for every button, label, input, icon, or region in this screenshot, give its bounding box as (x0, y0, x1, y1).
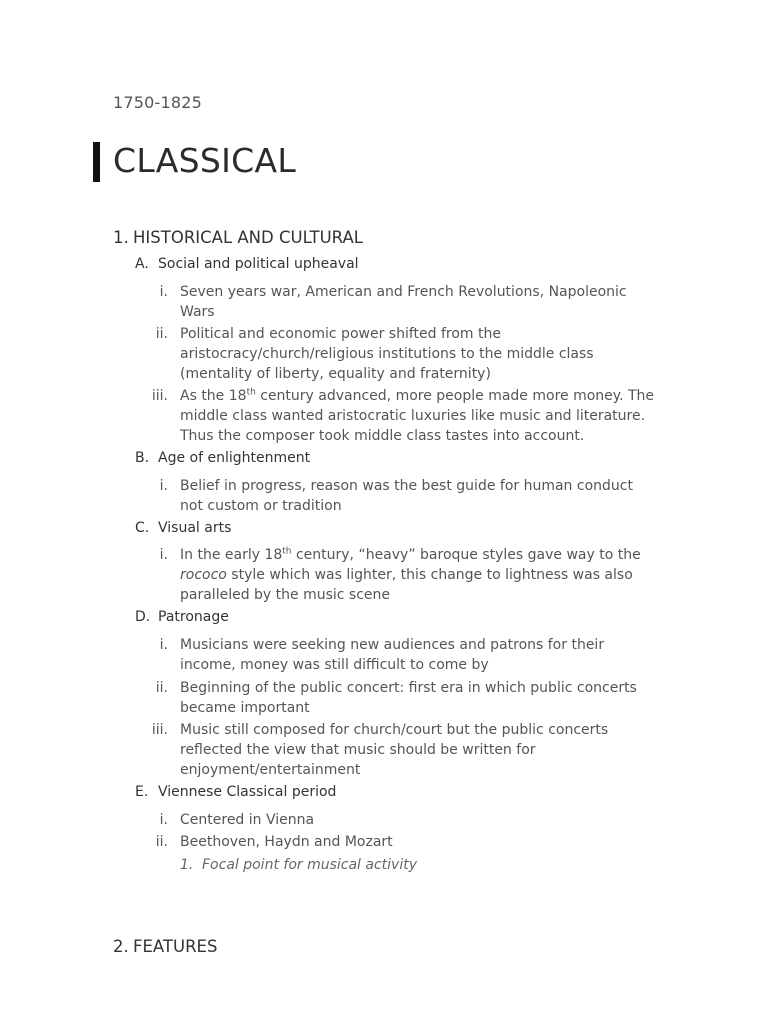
item-text: Seven years war, American and French Revolutions, Napoleonic Wars (180, 284, 627, 320)
subsection-d-label: Patronage (158, 609, 229, 625)
item-number: i. (159, 284, 168, 300)
item-text: As the 18th century advanced, more people made more money. The middle class wanted aristocratic luxuries like music and literature. Thus the composer took middle class tastes into account. (180, 387, 655, 444)
item-text: Music still composed for church/court but the public concerts reflected the view that music should be written for enjoyment/entertainment (180, 722, 609, 778)
section-1-number: 1. (113, 228, 129, 247)
nested-item-number: 1. (180, 857, 194, 873)
subsection-c-label: Visual arts (158, 520, 232, 536)
section-1-heading (113, 227, 363, 249)
item-text: In the early 18th century, “heavy” baroque styles gave way to the rococo style which was lighter, this change to lightness was also paralleled by the music scene (180, 546, 641, 603)
item-number: i. (159, 637, 168, 653)
subsection-a-label: Social and political upheaval (158, 256, 359, 272)
item-text: Belief in progress, reason was the best guide for human conduct not custom or tradition (180, 478, 633, 514)
item-number: i. (159, 812, 168, 828)
item-text: Centered in Vienna (180, 812, 315, 828)
subsection-e-letter: E. (135, 784, 149, 800)
subsection-d-letter: D. (135, 609, 151, 625)
nested-list-item (180, 855, 417, 875)
item-text: Musicians were seeking new audiences and patrons for their income, money was still difficult to come by (180, 637, 605, 673)
item-number: ii. (155, 326, 168, 342)
item-text: Beginning of the public concert: first era in which public concerts became important (180, 680, 637, 716)
item-number: i. (159, 547, 168, 563)
subsection-b-label: Age of enlightenment (158, 450, 311, 466)
title-accent-bar (93, 142, 100, 182)
subsection-b (135, 448, 310, 468)
section-1-title: HISTORICAL AND CULTURAL (133, 228, 363, 247)
item-number: iii. (151, 722, 168, 738)
nested-item-text: Focal point for musical activity (202, 857, 418, 873)
section-2-title: FEATURES (133, 937, 218, 956)
subsection-d (135, 607, 229, 627)
subsection-b-letter: B. (135, 450, 150, 466)
item-number: iii. (151, 388, 168, 404)
item-number: ii. (155, 680, 168, 696)
section-2-number: 2. (113, 937, 129, 956)
subsection-a (135, 254, 359, 274)
section-2-heading (113, 936, 217, 958)
item-text: Beethoven, Haydn and Mozart (180, 834, 393, 850)
subsection-e (135, 782, 336, 802)
item-text: Political and economic power shifted from the aristocracy/church/religious institutions to the middle class (mentality of liberty, equality and fraternity) (180, 326, 594, 382)
subsection-c (135, 518, 231, 538)
date-range: 1750-1825 (113, 93, 203, 112)
subsection-a-letter: A. (135, 256, 149, 272)
item-number: ii. (155, 834, 168, 850)
page-title: CLASSICAL (113, 141, 297, 180)
subsection-e-label: Viennese Classical period (158, 784, 337, 800)
subsection-c-letter: C. (135, 520, 150, 536)
item-number: i. (159, 478, 168, 494)
